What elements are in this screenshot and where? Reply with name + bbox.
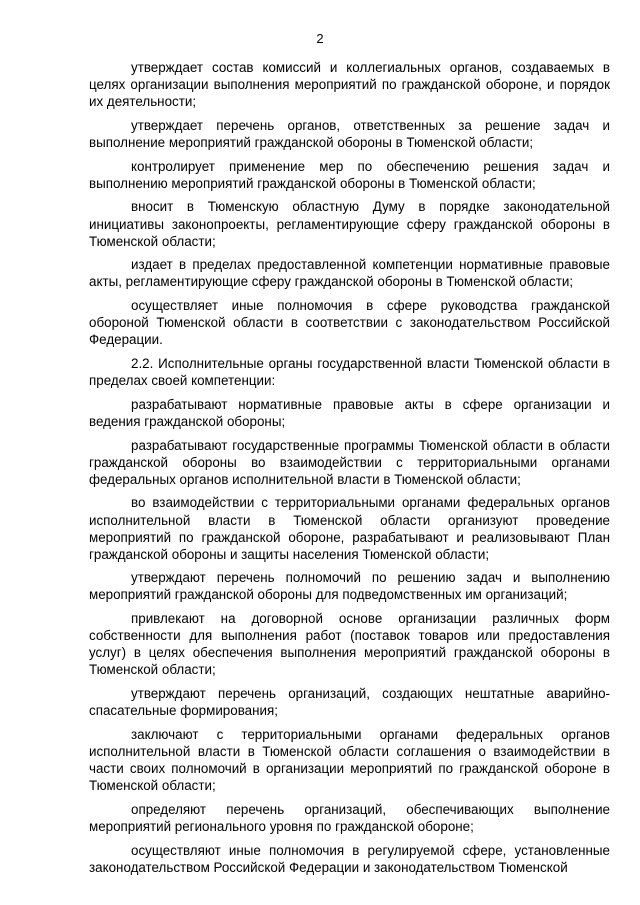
paragraph: издает в пределах предоставленной компетенции нормативные правовые акты, регламентирующие сферу гражданской обороны в Тюменской области; bbox=[89, 257, 610, 290]
paragraph: привлекают на договорной основе организации различных форм собственности для выполнения работ (поставок товаров или предоставления услуг) в целях обеспечения выполнения мероприятий гражданской обороны в Тюменской области; bbox=[89, 611, 610, 678]
paragraph: разрабатывают государственные программы Тюменской области в области гражданской обороны во взаимодействии с территориальными органами федеральных органов исполнительной власти в Тюменской области; bbox=[89, 437, 610, 487]
page-number: 2 bbox=[316, 31, 324, 46]
paragraph: осуществляет иные полномочия в сфере руководства гражданской обороной Тюменской области в соответствии с законодательством Российской Федерации. bbox=[89, 298, 610, 348]
paragraph: контролирует применение мер по обеспечению решения задач и выполнению мероприятий гражданской обороны в Тюменской области; bbox=[89, 158, 610, 191]
paragraph: осуществляют иные полномочия в регулируемой сфере, установленные законодательством Российской Федерации и законодательством Тюменской bbox=[89, 842, 610, 875]
paragraph: во взаимодействии с территориальными органами федеральных органов исполнительной власти в Тюменской области организуют проведение мероприятий по гражданской обороне, разрабатывают и реализовывают План гражданской обороны и защиты населения Тюменской области; bbox=[89, 495, 610, 562]
document-body bbox=[89, 59, 610, 882]
paragraph: утверждают перечень полномочий по решению задач и выполнению мероприятий гражданской обороны для подведомственных им организаций; bbox=[89, 570, 610, 603]
paragraph: разрабатывают нормативные правовые акты в сфере организации и ведения гражданской обороны; bbox=[89, 396, 610, 429]
paragraph: утверждает состав комиссий и коллегиальных органов, создаваемых в целях организации выполнения мероприятий по гражданской обороне, и порядок их деятельности; bbox=[89, 60, 610, 110]
paragraph: заключают с территориальными органами федеральных органов исполнительной власти в Тюменской области соглашения о взаимодействии в части своих полномочий в организации мероприятий по гражданской обороне в Тюменской области; bbox=[89, 726, 610, 794]
paragraph: вносит в Тюменскую областную Думу в порядке законодательной инициативы законопроекты, регламентирующие сферу гражданской обороны в Тюменской области; bbox=[89, 199, 610, 249]
paragraph: утверждают перечень организаций, создающих нештатные аварийно-спасательные формирования; bbox=[89, 686, 610, 719]
paragraph: утверждает перечень органов, ответственных за решение задач и выполнение мероприятий гражданской обороны в Тюменской области; bbox=[89, 117, 610, 150]
section-paragraph: 2.2. Исполнительные органы государственной власти Тюменской области в пределах своей компетенции: bbox=[89, 355, 610, 389]
paragraph: определяют перечень организаций, обеспечивающих выполнение мероприятий регионального уровня по гражданской обороне; bbox=[89, 801, 610, 834]
